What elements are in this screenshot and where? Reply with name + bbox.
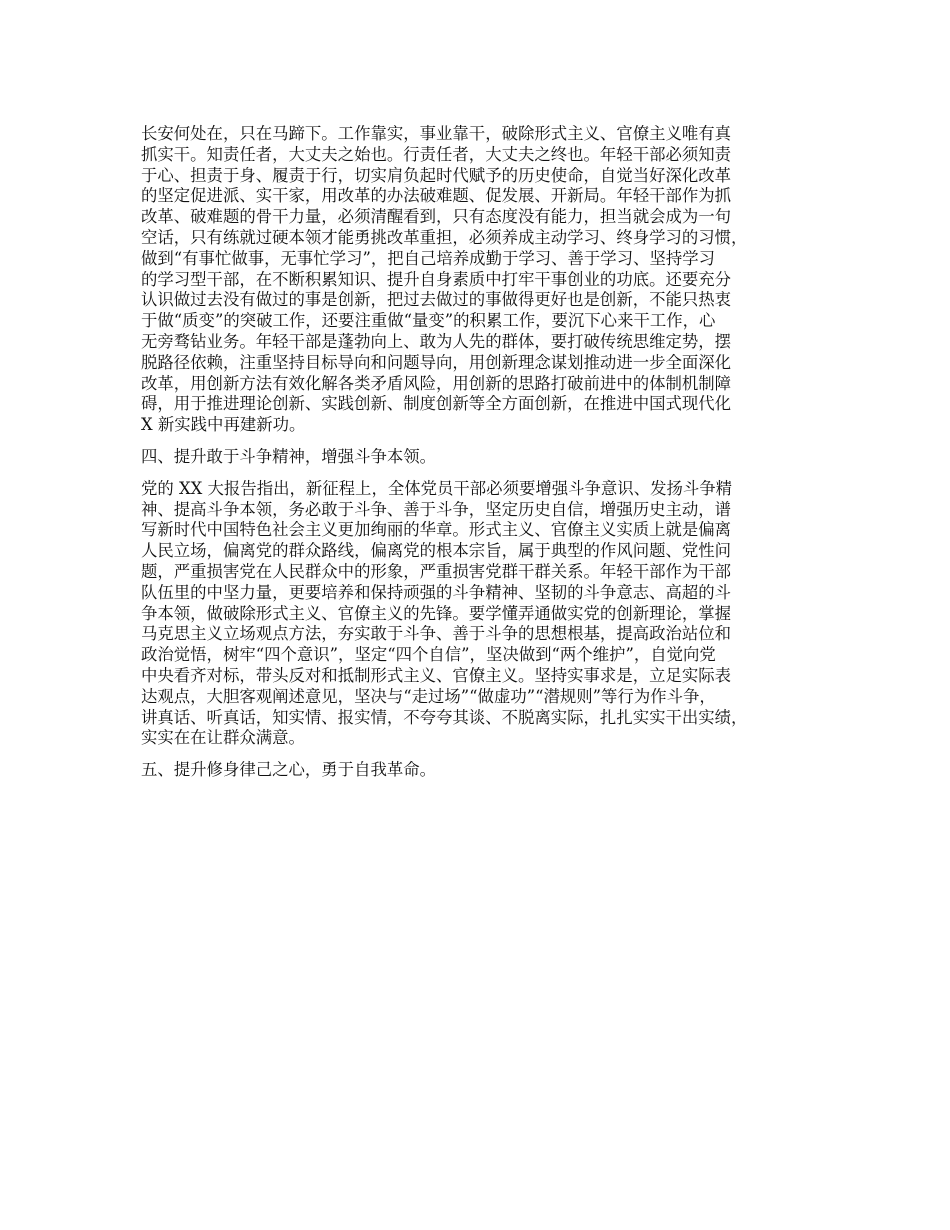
text-line: 无旁骛钻业务。年轻干部是蓬勃向上、敢为人先的群体，要打破传统思维定势，摆 <box>141 331 732 351</box>
text-line: 长安何处在，只在马蹄下。工作靠实，事业靠干，破除形式主义、官僚主义唯有真 <box>141 124 732 143</box>
heading-text: 五、提升修身律己之心，勇于自我革命。 <box>141 760 437 780</box>
text-line: 政治觉悟，树牢“四个意识”，坚定“四个自信”，坚决做到“两个维护”，自觉向党 <box>141 645 716 665</box>
text-line: 争本领，做破除形式主义、官僚主义的先锋。要学懂弄通做实党的创新理论，掌握 <box>141 603 732 623</box>
text-line: 的学习型干部，在不断积累知识、提升自身素质中打牢干事创业的功底。还要充分 <box>141 269 732 289</box>
text-line: 实实在在让群众满意。 <box>141 728 305 748</box>
text-line: 改革、破难题的骨干力量，必须清醒看到，只有态度没有能力，担当就会成为一句 <box>141 207 732 227</box>
text-line: 讲真话、听真话，知实情、报实情，不夸夸其谈、不脱离实际，扎扎实实干出实绩， <box>141 707 748 727</box>
text-line: 于做“质变”的突破工作，还要注重做“量变”的积累工作，要沉下心来干工作，心 <box>141 311 716 331</box>
text-line: 脱路径依赖，注重坚持目标导向和问题导向，用创新理念谋划推动进一步全面深化 <box>141 352 732 372</box>
text-line: 党的 XX 大报告指出，新征程上，全体党员干部必须要增强斗争意识、发扬斗争精 <box>141 478 733 498</box>
text-line: 抓实干。知责任者，大丈夫之始也。行责任者，大丈夫之终也。年轻干部必须知责 <box>141 144 732 164</box>
section-heading-five <box>141 760 831 781</box>
text-line: 马克思主义立场观点方法，夯实敢于斗争、善于斗争的思想根基，提高政治站位和 <box>141 624 732 644</box>
document-page <box>141 124 831 792</box>
text-line: 空话，只有练就过硬本领才能勇挑改革重担，必须养成主动学习、终身学习的习惯， <box>141 227 748 247</box>
text-line: 神、提高斗争本领，务必敢于斗争、善于斗争，坚定历史自信，增强历史主动，谱 <box>141 499 732 519</box>
heading-text: 四、提升敢于斗争精神，增强斗争本领。 <box>141 446 437 466</box>
text-line: 中央看齐对标，带头反对和抵制形式主义、官僚主义。坚持实事求是，立足实际表 <box>141 665 732 685</box>
section-heading-four <box>141 447 831 468</box>
text-line: 碍，用于推进理论创新、实践创新、制度创新等全方面创新，在推进中国式现代化 <box>141 394 732 414</box>
text-line: 改革，用创新方法有效化解各类矛盾风险，用创新的思路打破前进中的体制机制障 <box>141 373 732 393</box>
text-line: 题，严重损害党在人民群众中的形象，严重损害党群干群关系。年轻干部作为干部 <box>141 561 732 581</box>
text-line: X 新实践中再建新功。 <box>141 415 306 435</box>
text-line: 做到“有事忙做事，无事忙学习”，把自己培养成勤于学习、善于学习、坚持学习 <box>141 248 716 268</box>
paragraph-struggle-spirit <box>141 479 831 749</box>
text-line: 写新时代中国特色社会主义更加绚丽的华章。形式主义、官僚主义实质上就是偏离 <box>141 520 732 540</box>
text-line: 队伍里的中坚力量，更要培养和保持顽强的斗争精神、坚韧的斗争意志、高超的斗 <box>141 582 732 602</box>
text-line: 达观点，大胆客观阐述意见，坚决与“走过场”“做虚功”“潜规则”等行为作斗争， <box>141 686 716 706</box>
text-line: 于心、担责于身、履责于行，切实肩负起时代赋予的历史使命，自觉当好深化改革 <box>141 165 732 185</box>
text-line: 人民立场，偏离党的群众路线，偏离党的根本宗旨，属于典型的作风问题、党性问 <box>141 541 732 561</box>
text-line: 认识做过去没有做过的事是创新，把过去做过的事做得更好也是创新，不能只热衷 <box>141 290 732 310</box>
text-line: 的坚定促进派、实干家，用改革的办法破难题、促发展、开新局。年轻干部作为抓 <box>141 186 732 206</box>
paragraph-reform-innovation <box>141 124 831 436</box>
